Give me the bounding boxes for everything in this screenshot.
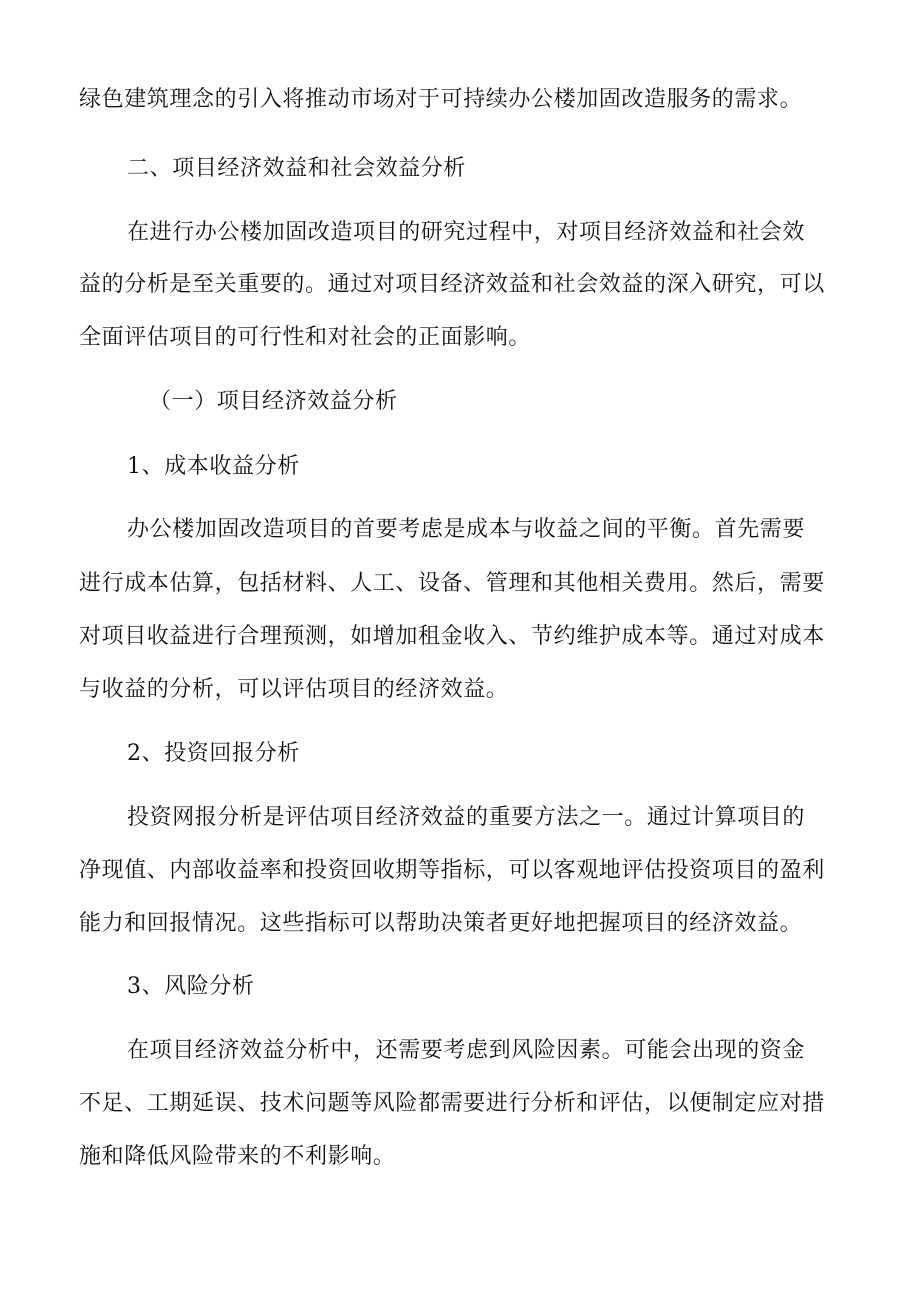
numbered-heading: 2、投资回报分析 [127,741,300,766]
paragraph-line: 净现值、内部收益率和投资回收期等指标，可以客观地评估投资项目的盈利 [79,858,825,883]
paragraph-line: 与收益的分析，可以评估项目的经济效益。 [79,677,509,702]
subsection-heading: （一）项目经济效益分析 [149,389,398,414]
paragraph-line: 在进行办公楼加固改造项目的研究过程中，对项目经济效益和社会效 [127,220,806,245]
paragraph-line: 能力和回报情况。这些指标可以帮助决策者更好地把握项目的经济效益。 [79,911,803,936]
paragraph-line: 全面评估项目的可行性和对社会的正面影响。 [79,325,532,350]
numbered-heading: 3、风险分析 [127,974,255,999]
paragraph-line: 办公楼加固改造项目的首要考虑是成本与收益之间的平衡。首先需要 [127,517,806,542]
paragraph-line: 益的分析是至关重要的。通过对项目经济效益和社会效益的深入研究，可以 [79,272,825,297]
section-heading: 二、项目经济效益和社会效益分析 [127,156,467,181]
paragraph-line: 施和降低风险带来的不利影响。 [79,1144,396,1169]
paragraph-line: 在项目经济效益分析中，还需要考虑到风险因素。可能会出现的资金 [127,1038,806,1063]
paragraph-line: 不足、工期延误、技术问题等风险都需要进行分析和评估，以便制定应对措 [79,1091,825,1116]
paragraph-line: 进行成本估算，包括材料、人工、设备、管理和其他相关费用。然后，需要 [79,571,825,596]
paragraph-line: 对项目收益进行合理预测，如增加租金收入、节约维护成本等。通过对成本 [79,624,825,649]
paragraph-line: 投资网报分析是评估项目经济效益的重要方法之一。通过计算项目的 [127,805,806,830]
numbered-heading: 1、成本收益分析 [127,454,300,479]
paragraph-line-continuation: 绿色建筑理念的引入将推动市场对于可持续办公楼加固改造服务的需求。 [79,87,803,112]
